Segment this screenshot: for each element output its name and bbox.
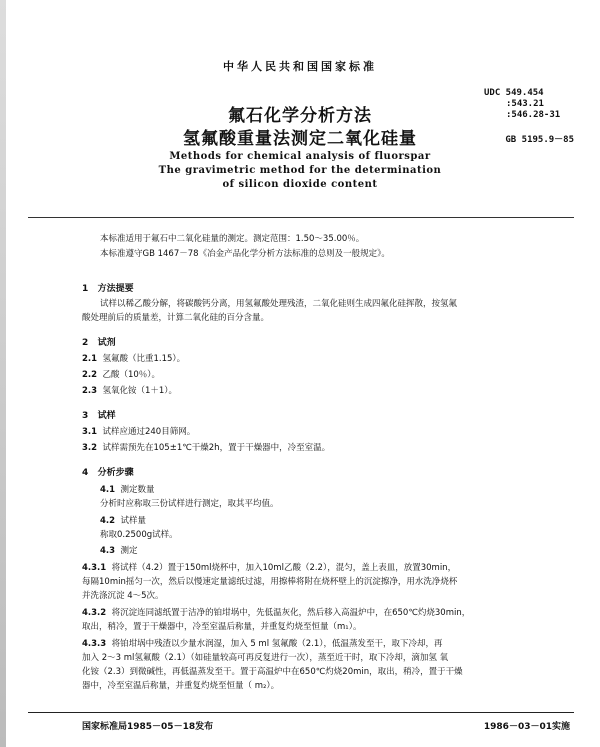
intro-scope: 本标准适用于氟石中二氧化硅量的测定。测定范围：1.50～35.00％。 [100,234,365,244]
item-2-2-text: 乙酸（10％）。 [102,370,161,380]
item-2-3-text: 氢氧化铵（1＋1）。 [102,386,178,396]
item-4-3-3-line-4: 器中，冷至室温后称量，并重复灼烧至恒量（ m₂）。 [82,681,280,691]
item-4-3-3-line-1 [82,638,443,651]
item-2-1-number: 2.1 [82,354,98,364]
item-4-3-2-number: 4.3.2 [82,608,107,618]
item-4-3-2-text-1: 将沉淀连同滤纸置于洁净的铂坩埚中，先低温灰化，然后移入高温炉中，在650℃灼烧30min， [111,608,471,618]
item-4-3-3-line-3: 化铵（2.3）到微碱性，再低温蒸发至干。置于高温炉中在650℃灼烧20min，取出，稍冷，置于干燥 [82,667,463,677]
section-4-number: 4 [82,468,89,478]
title-line-1: 氟石化学分析方法 [228,106,372,126]
item-4-2-heading [100,515,146,528]
title-line-2: 氢氟酸重量法测定二氧化硅量 [183,129,417,149]
item-4-3-2-line-2: 取出，稍冷，置于干燥器中，冷至室温后称量，并重复灼烧至恒量（m₁）。 [82,622,362,632]
item-3-1-text: 试样应通过240目筛网。 [102,427,196,437]
standard-body-heading: 中华人民共和国国家标准 [223,60,377,73]
item-3-2-number: 3.2 [82,443,98,453]
item-3-2-text: 试样需预先在105±1℃干燥2h，置于干燥器中，冷至室温。 [102,443,331,453]
issue-date: 国家标准局1985－05－18发布 [82,722,214,732]
item-3-1 [82,426,195,439]
udc-label: UDC 549.454 [484,88,544,98]
item-4-3-1-number: 4.3.1 [82,563,107,573]
item-4-3-2-line-1 [82,607,470,620]
section-2-heading [82,335,116,348]
item-2-1 [82,353,185,366]
udc-line-2: :543.21 [506,99,544,109]
effective-date: 1986－03－01实施 [483,722,570,732]
english-title-line-2: The gravimetric method for the determination [158,165,442,176]
item-4-1-title: 测定数量 [120,485,155,495]
section-1-text-line-1: 试样以稀乙酸分解，将碳酸钙分离，用氢氟酸处理残渣，二氧化硅则生成四氟化硅挥散，按氢氟 [100,299,458,309]
item-4-3-3-number: 4.3.3 [82,639,107,649]
section-1-text-line-2: 酸处理前后的质量差，计算二氧化硅的百分含量。 [82,313,270,323]
section-3-heading [82,408,116,421]
item-2-3-number: 2.3 [82,386,98,396]
item-4-3-number: 4.3 [100,546,116,556]
item-4-3-3-text-1: 将铂坩埚中残渣以少量水润湿，加入 5 ml 氢氟酸（2.1），低温蒸发至干，取下冷却，再 [111,639,443,649]
section-3-title: 试样 [97,411,116,421]
item-2-3 [82,385,177,398]
udc-block [484,88,574,121]
intro-compliance: 本标准遵守GB 1467－78《冶金产品化学分析方法标准的总则及一般规定》。 [100,249,390,259]
footer-divider [28,712,574,713]
gb-number: GB 5195.9－85 [505,135,574,145]
item-4-3-1-line-3: 并洗涤沉淀 4～5次。 [82,591,164,601]
item-2-2-number: 2.2 [82,370,98,380]
item-2-1-text: 氢氟酸（比重1.15）。 [102,354,186,364]
item-4-1-number: 4.1 [100,485,116,495]
item-4-1-text: 分析时应称取三份试样进行测定，取其平均值。 [100,499,279,509]
section-1-heading [82,281,134,294]
section-3-number: 3 [82,411,89,421]
item-4-3-1-text-1: 将试样（4.2）置于150ml烧杯中，加入10ml乙酸（2.2），混匀，盖上表皿，放置30min， [111,563,457,573]
item-4-3-heading [100,545,137,558]
udc-line-3: :546.28-31 [506,110,561,120]
item-4-3-3-line-2: 加入 2～3 ml氢氟酸（2.1）（如硅量较高可再反复进行一次），蒸至近干时，取下冷却，滴加氢 氧 [82,653,449,663]
section-4-title: 分析步骤 [97,468,134,478]
header-divider [28,217,574,218]
item-4-2-number: 4.2 [100,516,116,526]
section-4-heading [82,465,134,478]
item-4-3-1-line-1 [82,562,456,575]
english-title-line-3: of silicon dioxide content [222,179,378,190]
item-4-1-heading [100,484,154,497]
item-4-3-title: 测定 [120,546,138,556]
section-2-number: 2 [82,338,89,348]
item-2-2 [82,369,160,382]
item-4-2-title: 试样量 [120,516,146,526]
item-4-2-text: 称取0.2500g试样。 [100,530,178,540]
section-2-title: 试剂 [97,338,116,348]
english-title-line-1: Methods for chemical analysis of fluorspar [169,151,431,162]
item-3-2 [82,442,330,455]
item-3-1-number: 3.1 [82,427,98,437]
section-1-title: 方法提要 [97,284,134,294]
section-1-number: 1 [82,284,89,294]
item-4-3-1-line-2: 每隔10min摇匀一次，然后以慢速定量滤纸过滤，用擦棒将附在烧杯壁上的沉淀擦净，用水洗净烧杯 [82,577,458,587]
